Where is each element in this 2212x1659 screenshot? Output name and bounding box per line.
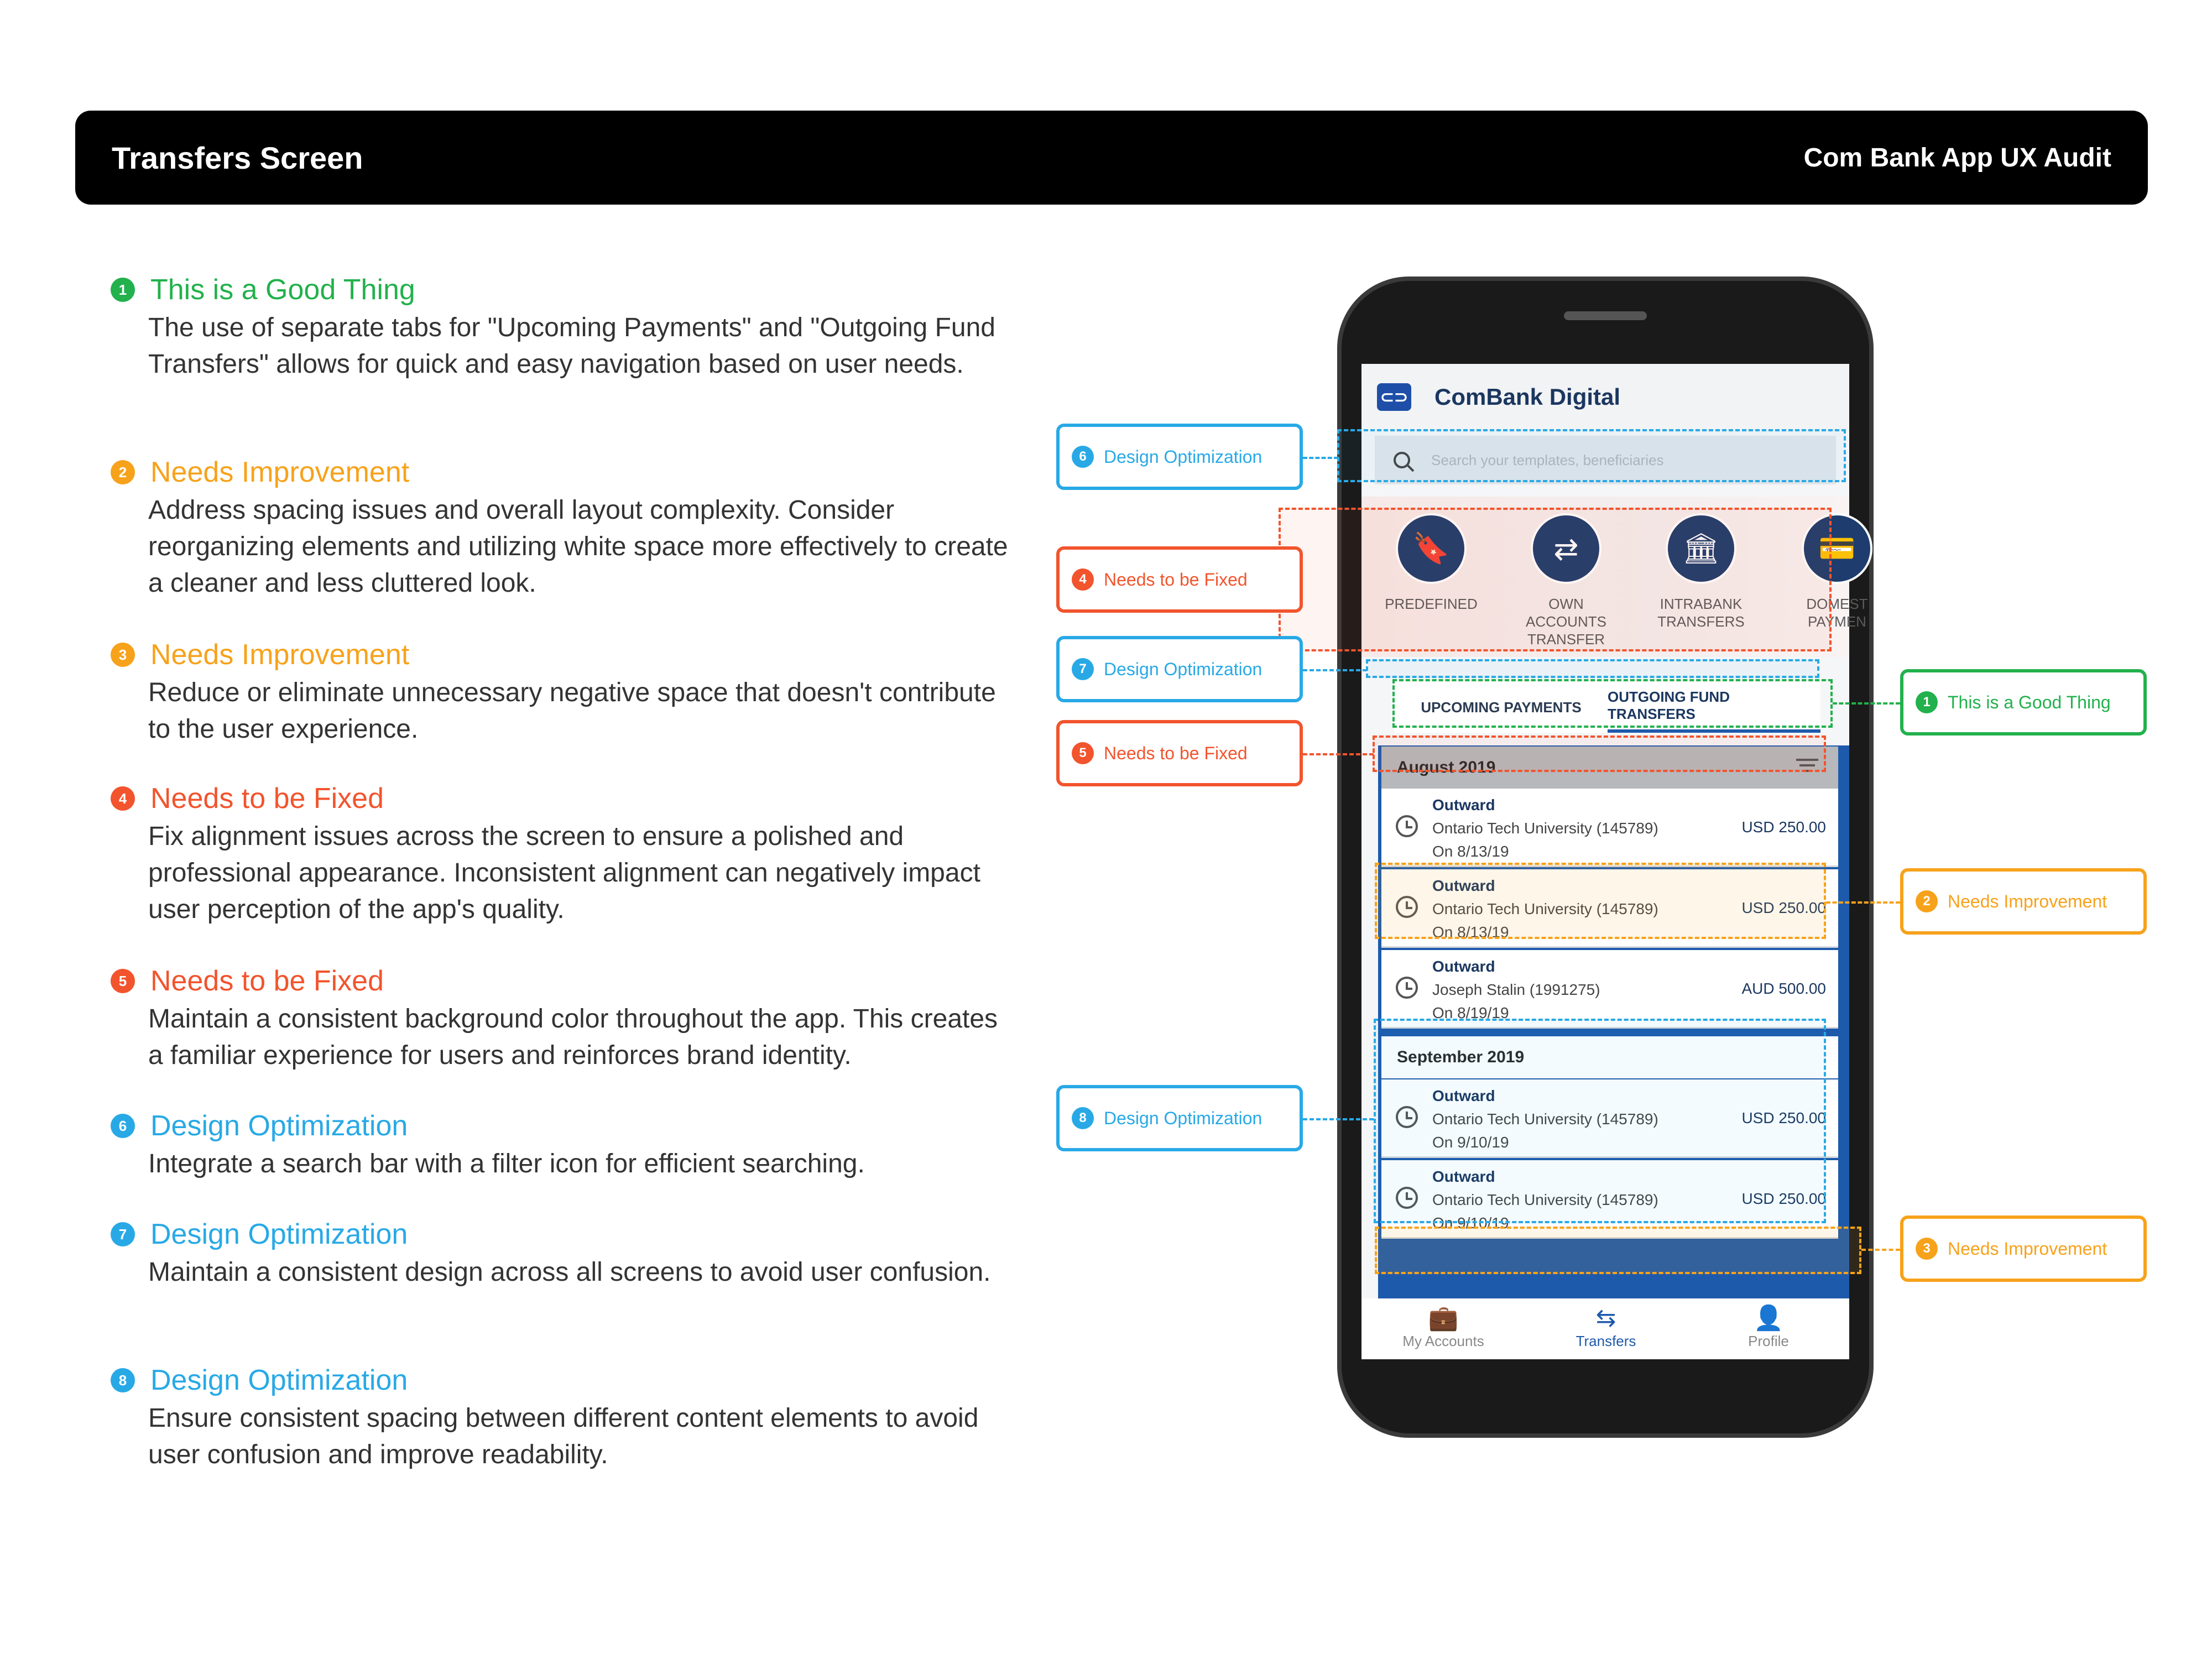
tx-type: Outward	[1432, 1087, 1495, 1104]
bank-icon: 🏛	[1666, 513, 1736, 584]
highlight-search	[1337, 429, 1846, 482]
transfer-arrows-icon: ⇆	[1595, 1305, 1616, 1332]
nav-transfers[interactable]	[1551, 1304, 1661, 1350]
phone-speaker	[1564, 311, 1647, 320]
tx-beneficiary: Ontario Tech University (145789)	[1432, 1191, 1658, 1208]
action-label: DOMEST PAYMEN	[1806, 596, 1868, 630]
highlight-month-bar	[1373, 735, 1826, 772]
note-number: 5	[111, 969, 135, 993]
action-label: OWN ACCOUNTS TRANSFER	[1526, 596, 1606, 648]
nav-label: Profile	[1748, 1333, 1789, 1349]
highlight-tx-row	[1375, 863, 1826, 939]
callout-label: Design Optimization	[1104, 659, 1262, 679]
bottom-nav	[1361, 1298, 1849, 1359]
callout-label: Needs to be Fixed	[1104, 569, 1248, 589]
callout-number: 8	[1072, 1107, 1094, 1129]
callout-number: 2	[1916, 890, 1938, 912]
tx-date: On 8/13/19	[1432, 924, 1509, 941]
tx-amount: AUD 500.00	[1741, 980, 1826, 997]
callout-4	[1056, 546, 1303, 613]
callout-label: Needs Improvement	[1948, 891, 2107, 911]
nav-my-accounts[interactable]	[1388, 1304, 1499, 1350]
connector	[1303, 1118, 1374, 1120]
highlight-september	[1374, 1019, 1826, 1223]
note-1	[111, 270, 1018, 383]
connector	[1826, 901, 1900, 904]
callout-label: This is a Good Thing	[1948, 692, 2111, 712]
action-label: INTRABANK TRANSFERS	[1657, 596, 1745, 630]
callout-number: 4	[1072, 568, 1094, 591]
note-body: Fix alignment issues across the screen to ensure a polished and professional appearance. Inconsistent alignment can negatively impact user perception of the app's quality.	[148, 822, 980, 924]
note-2	[111, 452, 1018, 602]
callout-number: 5	[1072, 742, 1094, 764]
note-6	[111, 1106, 1018, 1182]
note-title: Needs to be Fixed	[150, 782, 384, 815]
note-8	[111, 1360, 1018, 1473]
tab-outgoing-fund-transfers[interactable]: OUTGOING FUND TRANSFERS	[1608, 682, 1820, 733]
note-number: 6	[111, 1114, 135, 1138]
connector	[1303, 753, 1374, 755]
highlight-tabs	[1392, 679, 1833, 728]
note-body: Integrate a search bar with a filter icon for efficient searching.	[148, 1149, 865, 1178]
callout-2	[1900, 868, 2147, 935]
tx-beneficiary: Ontario Tech University (145789)	[1432, 1110, 1658, 1128]
note-body: Ensure consistent spacing between different content elements to avoid user confusion and improve readability.	[148, 1404, 979, 1469]
connector	[1861, 1249, 1900, 1251]
note-number: 8	[111, 1368, 135, 1392]
connector	[1303, 669, 1367, 671]
note-title: Needs Improvement	[150, 456, 410, 488]
profile-icon: 👤	[1753, 1305, 1784, 1332]
tx-date: On 8/19/19	[1432, 1004, 1509, 1021]
bank-logo-icon: ⊂⊃	[1377, 383, 1411, 411]
month-label: August 2019	[1397, 758, 1496, 776]
transfer-icon: ⇄	[1531, 513, 1601, 584]
callout-5	[1056, 720, 1303, 786]
header-bar	[75, 111, 2148, 205]
note-number: 3	[111, 643, 135, 667]
callout-label: Design Optimization	[1104, 1108, 1262, 1128]
tx-amount: USD 250.00	[1741, 1190, 1826, 1207]
connector	[1833, 702, 1900, 705]
note-body: Maintain a consistent design across all screens to avoid user confusion.	[148, 1258, 991, 1287]
payment-icon: 💳	[1802, 513, 1872, 584]
tx-amount: USD 250.00	[1741, 899, 1826, 916]
callout-8	[1056, 1085, 1303, 1151]
note-5	[111, 961, 1018, 1074]
highlight-actions	[1279, 508, 1832, 651]
note-title: Design Optimization	[150, 1218, 408, 1250]
tx-type: Outward	[1432, 1168, 1495, 1185]
callout-3	[1900, 1215, 2147, 1282]
note-body: Maintain a consistent background color throughout the app. This creates a familiar experience for users and reinforces brand identity.	[148, 1004, 998, 1070]
briefcase-icon: 💼	[1428, 1305, 1459, 1332]
note-title: Needs to be Fixed	[150, 965, 384, 997]
clock-icon	[1396, 977, 1418, 999]
tx-type: Outward	[1432, 877, 1495, 894]
page-title: Transfers Screen	[112, 140, 363, 175]
callout-number: 1	[1916, 691, 1938, 713]
note-number: 4	[111, 786, 135, 811]
callout-6	[1056, 424, 1303, 490]
search-placeholder: Search your templates, beneficiaries	[1431, 451, 1664, 468]
note-title: Design Optimization	[150, 1364, 408, 1396]
tx-date: On 9/10/19	[1432, 1214, 1509, 1232]
tx-type: Outward	[1432, 958, 1495, 975]
bookmark-icon: 🔖	[1396, 513, 1467, 584]
tx-date: On 9/10/19	[1432, 1134, 1509, 1151]
note-body: Address spacing issues and overall layout complexity. Consider reorganizing elements and utilizing white space more effectively to create a cleaner and less cluttered look.	[148, 495, 1008, 598]
tx-amount: USD 250.00	[1741, 1109, 1826, 1126]
callout-label: Design Optimization	[1104, 446, 1262, 467]
note-7	[111, 1214, 1018, 1291]
note-body: Reduce or eliminate unnecessary negative space that doesn't contribute to the user experience.	[148, 678, 996, 744]
note-body: The use of separate tabs for "Upcoming Payments" and "Outgoing Fund Transfers" allows for quick and easy navigation based on user needs.	[148, 313, 995, 379]
note-title: This is a Good Thing	[150, 274, 415, 306]
callout-number: 3	[1916, 1238, 1938, 1260]
nav-label: Transfers	[1575, 1333, 1636, 1349]
note-number: 7	[111, 1222, 135, 1246]
callout-label: Needs Improvement	[1948, 1238, 2107, 1259]
tx-beneficiary: Joseph Stalin (1991275)	[1432, 981, 1600, 998]
action-label: PREDEFINED	[1385, 596, 1478, 612]
callout-7	[1056, 636, 1303, 702]
note-4	[111, 779, 1018, 928]
tx-type: Outward	[1432, 796, 1495, 813]
page-subtitle: Com Bank App UX Audit	[1803, 143, 2111, 173]
tab-upcoming-payments[interactable]: UPCOMING PAYMENTS	[1421, 698, 1582, 716]
note-title: Design Optimization	[150, 1110, 408, 1142]
clock-icon	[1396, 815, 1418, 837]
callout-number: 6	[1072, 446, 1094, 468]
note-number: 2	[111, 460, 135, 484]
nav-profile[interactable]	[1713, 1304, 1824, 1350]
connector	[1303, 457, 1338, 459]
tx-date: On 8/13/19	[1432, 843, 1509, 860]
callout-label: Needs to be Fixed	[1104, 743, 1248, 763]
callout-number: 7	[1072, 658, 1094, 680]
app-name: ComBank Digital	[1434, 384, 1621, 410]
highlight-tab-strip	[1366, 659, 1819, 678]
note-title: Needs Improvement	[150, 639, 410, 671]
note-3	[111, 635, 1018, 748]
callout-1	[1900, 669, 2147, 735]
month-label: September 2019	[1397, 1048, 1525, 1066]
transaction-row[interactable]	[1381, 950, 1838, 1029]
note-number: 1	[111, 278, 135, 302]
transaction-row[interactable]	[1381, 789, 1838, 867]
tx-amount: USD 250.00	[1741, 818, 1826, 836]
tx-beneficiary: Ontario Tech University (145789)	[1432, 820, 1658, 837]
nav-label: My Accounts	[1402, 1333, 1484, 1349]
app-header	[1361, 364, 1849, 430]
highlight-bottom-space	[1375, 1227, 1861, 1274]
tx-beneficiary: Ontario Tech University (145789)	[1432, 900, 1658, 917]
